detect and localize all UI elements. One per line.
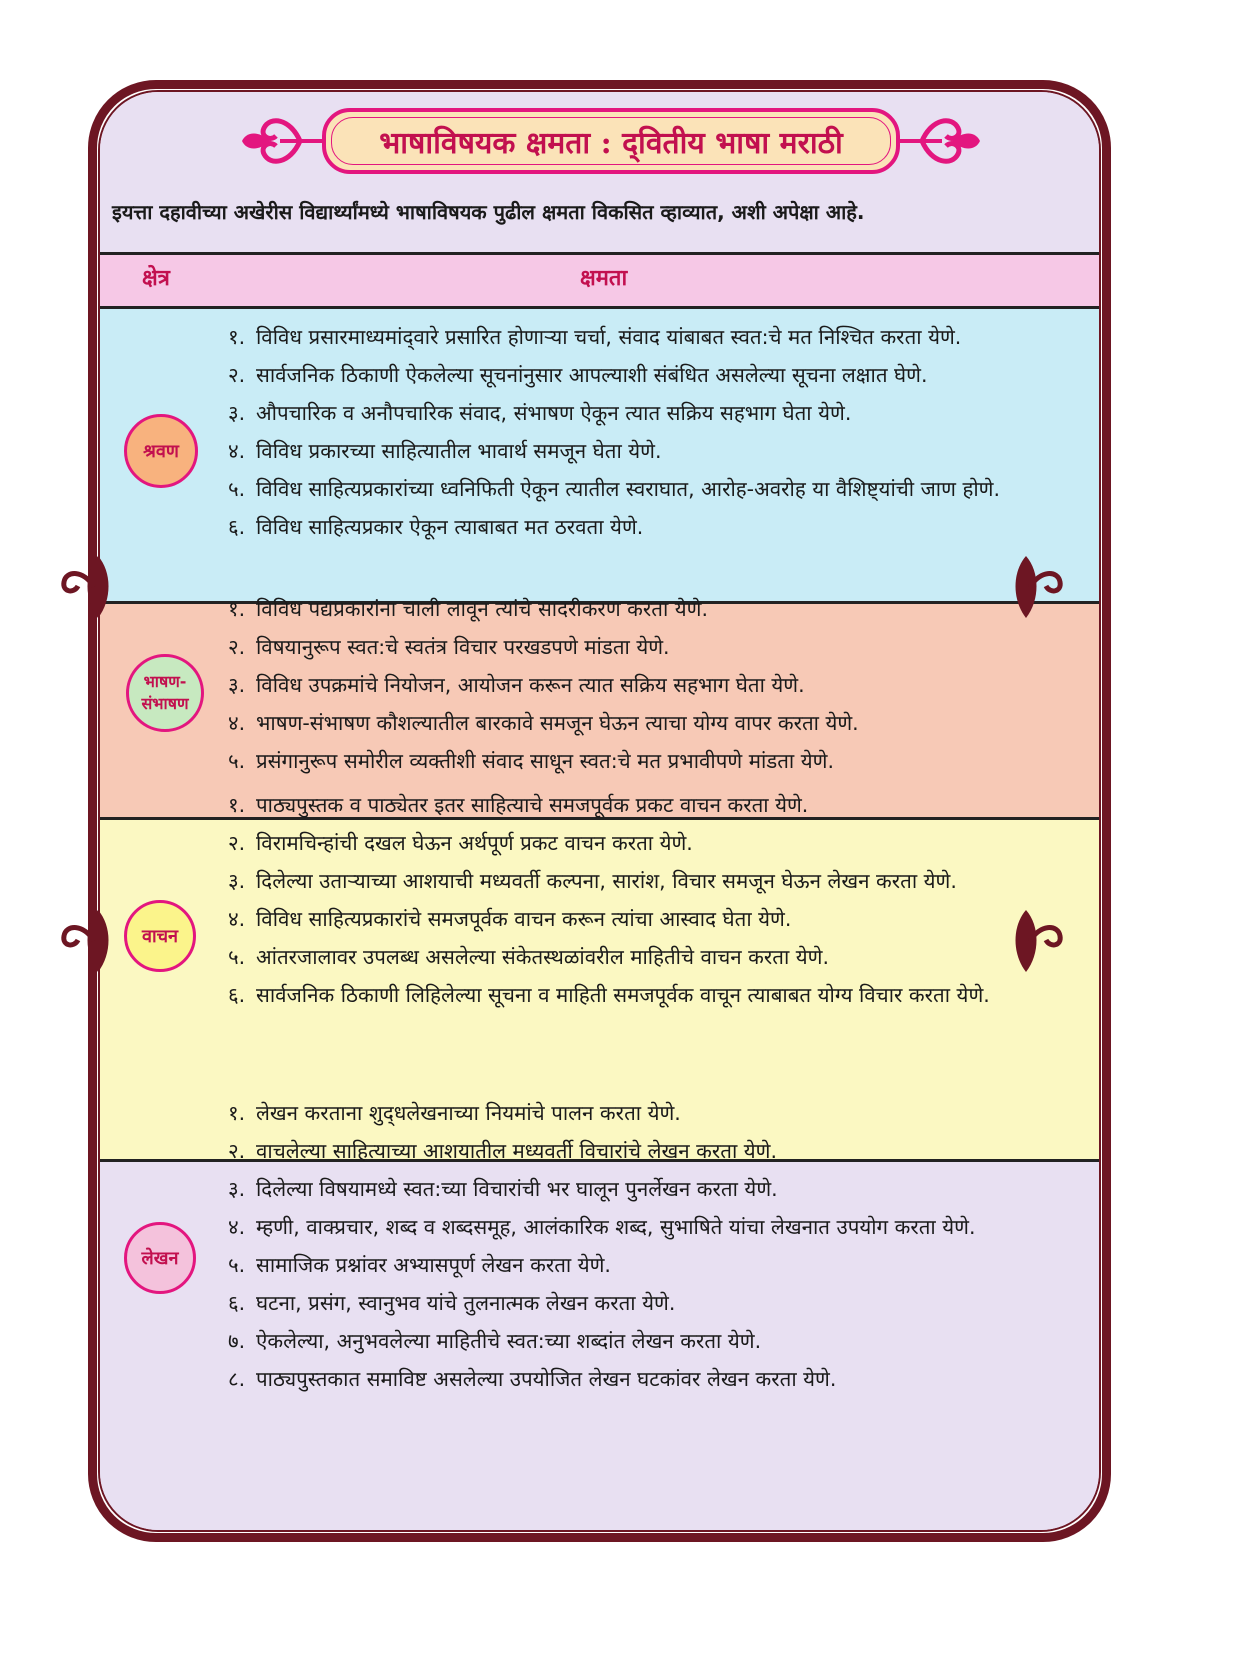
- badge-shravan: [124, 414, 198, 488]
- list-item: ४. विविध प्रकारच्या साहित्यातील भावार्थ समजून घेता येणे.: [228, 439, 662, 463]
- badge-lekhan: [124, 1222, 196, 1294]
- list-item: १. विविध प्रसारमाध्यमांद्‌वारे प्रसारित होणाऱ्या चर्चा, संवाद यांबाबत स्वत:चे मत निश्चित करता येणे.: [228, 325, 962, 349]
- list-item: ४. भाषण-संभाषण कौशल्यातील बारकावे समजून घेऊन त्याचा योग्य वापर करता येणे.: [228, 711, 859, 735]
- header-ability: क्षमता: [580, 266, 628, 291]
- list-item: ३. विविध उपक्रमांचे नियोजन, आयोजन करून त्यात सक्रिय सहभाग घेता येणे.: [228, 673, 805, 697]
- left-flourish-icon: [240, 108, 324, 174]
- left-ornament-icon: [58, 552, 122, 622]
- list-item: १. विविध पद्यप्रकारांना चाली लावून त्यांचे सादरीकरण करता येणे.: [228, 597, 709, 621]
- list-item: ३. औपचारिक व अनौपचारिक संवाद, संभाषण ऐकून त्यात सक्रिय सहभाग घेता येणे.: [228, 401, 852, 425]
- badge-bhashan-label-1: भाषण-: [143, 672, 187, 691]
- list-item: ५. प्रसंगानुरूप समोरील व्यक्तीशी संवाद साधून स्वत:चे मत प्रभावीपणे मांडता येणे.: [228, 749, 834, 773]
- list-item: २. विरामचिन्हांची दखल घेऊन अर्थपूर्ण प्रकट वाचन करता येणे.: [228, 831, 693, 855]
- page-title: भाषाविषयक क्षमता : द्‌वितीय भाषा मराठी: [379, 125, 843, 161]
- left-ornament-icon: [58, 906, 122, 976]
- list-item: ६. सार्वजनिक ठिकाणी लिहिलेल्या सूचना व माहिती समजपूर्वक वाचून त्याबाबत योग्य विचार करता येणे.: [228, 983, 990, 1007]
- list-item: ४. म्हणी, वाक्प्रचार, शब्द व शब्दसमूह, आलंकारिक शब्द, सुभाषिते यांचा लेखनात उपयोग करता येणे.: [228, 1215, 976, 1239]
- badge-lekhan-label: लेखन: [141, 1248, 179, 1269]
- badge-vachan: [124, 900, 196, 972]
- badge-vachan-label: वाचन: [141, 926, 179, 947]
- list-item: २. विषयानुरूप स्वत:चे स्वतंत्र विचार परखडपणे मांडता येणे.: [228, 635, 670, 659]
- lekhan-list: [228, 1094, 1098, 1398]
- right-flourish-icon: [898, 108, 982, 174]
- list-item: २. वाचलेल्या साहित्याच्या आशयातील मध्यवर्ती विचारांचे लेखन करता येणे.: [228, 1139, 778, 1163]
- list-item: ८. पाठ्यपुस्तकात समाविष्ट असलेल्या उपयोजित लेखन घटकांवर लेखन करता येणे.: [228, 1367, 837, 1391]
- list-item: ६. घटना, प्रसंग, स्वानुभव यांचे तुलनात्मक लेखन करता येणे.: [228, 1291, 676, 1315]
- list-item: १. लेखन करताना शुद्‌धलेखनाच्या नियमांचे पालन करता येणे.: [228, 1101, 681, 1125]
- vachan-list: [228, 786, 1098, 1014]
- list-item: २. सार्वजनिक ठिकाणी ऐकलेल्या सूचनांनुसार आपल्याशी संबंधित असलेल्या सूचना लक्षात घेणे.: [228, 363, 928, 387]
- bhashan-list: [228, 590, 1098, 780]
- list-item: ३. दिलेल्या उताऱ्याच्या आशयाची मध्यवर्ती कल्पना, सारांश, विचार समजून घेऊन लेखन करता येणे.: [228, 869, 957, 893]
- badge-bhashan-label-2: संभाषण: [141, 694, 189, 713]
- list-item: ४. विविध साहित्यप्रकारांचे समजपूर्वक वाचन करून त्यांचा आस्वाद घेता येणे.: [228, 907, 792, 931]
- header-area: क्षेत्र: [142, 266, 170, 291]
- intro-text: इयत्ता दहावीच्या अखेरीस विद्यार्थ्यांमध्ये भाषाविषयक पुढील क्षमता विकसित व्हाव्यात, अशी अपेक्षा आहे.: [112, 200, 865, 224]
- title-box: [322, 108, 900, 174]
- list-item: ५. आंतरजालावर उपलब्ध असलेल्या संकेतस्थळांवरील माहितीचे वाचन करता येणे.: [228, 945, 830, 969]
- list-item: ३. दिलेल्या विषयामध्ये स्वत:च्या विचारांची भर घालून पुनर्लेखन करता येणे.: [228, 1177, 778, 1201]
- badge-shravan-label: श्रवण: [143, 441, 179, 462]
- list-item: ६. विविध साहित्यप्रकार ऐकून त्याबाबत मत ठरवता येणे.: [228, 515, 644, 539]
- list-item: १. पाठ्यपुस्तक व पाठ्येतर इतर साहित्याचे समजपूर्वक प्रकट वाचन करता येणे.: [228, 793, 809, 817]
- list-item: ५. सामाजिक प्रश्नांवर अभ्यासपूर्ण लेखन करता येणे.: [228, 1253, 611, 1277]
- badge-bhashan: [126, 654, 204, 732]
- list-item: ५. विविध साहित्यप्रकारांच्या ध्वनिफिती ऐकून त्यातील स्वराघात, आरोह-अवरोह या वैशिष्ट्यांची जाण होणे.: [228, 477, 1000, 501]
- shravan-list: [228, 318, 1098, 546]
- list-item: ७. ऐकलेल्या, अनुभवलेल्या माहितीचे स्वत:च्या शब्दांत लेखन करता येणे.: [228, 1329, 762, 1353]
